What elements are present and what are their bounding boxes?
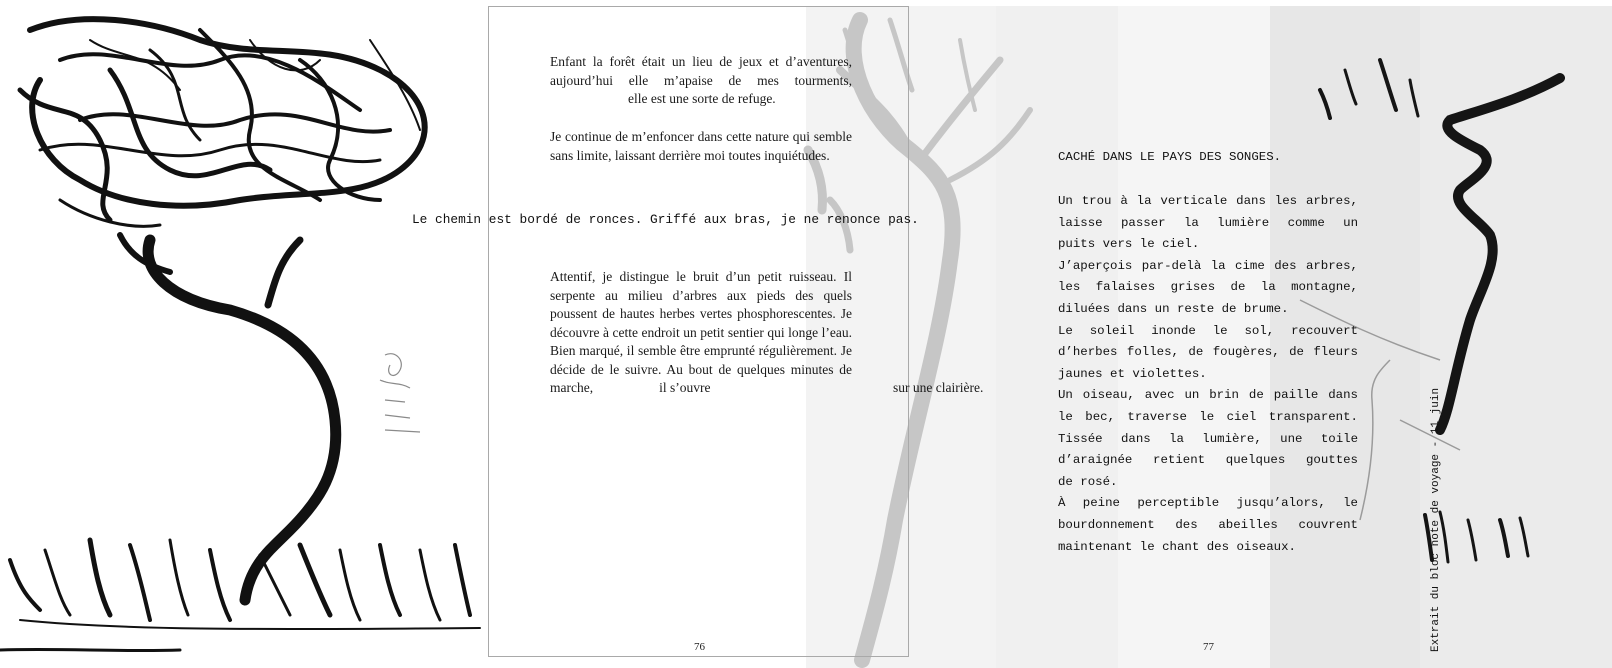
paragraph-3-tail: sur une clairière. xyxy=(893,380,984,395)
poem-line: laisse passer la lumière comme un xyxy=(1058,215,1358,230)
page-number-left: 76 xyxy=(694,641,705,653)
poem-line: de rosé. xyxy=(1058,474,1118,489)
paragraph-1 xyxy=(550,53,852,109)
poem-line: le bec, traverse le ciel transparent. xyxy=(1058,409,1358,424)
paragraph-2: Je continue de m’enfoncer dans cette nature qui semble sans limite, laissant derrière moi toutes inquiétudes. xyxy=(550,129,852,163)
poem-line: Un trou à la verticale dans les arbres, xyxy=(1058,194,1358,208)
typewriter-line: Le chemin est bordé de ronces. Griffé aux bras, je ne renonce pas. xyxy=(412,212,919,227)
paragraph-1-text: Enfant la forêt était un lieu de jeux et d’aventures, aujourd’hui elle m’apaise de mes tourments, xyxy=(550,54,852,88)
paragraph-3 xyxy=(550,268,852,398)
poem-line: jaunes et violettes. xyxy=(1058,366,1207,381)
poem-line: puits vers le ciel. xyxy=(1058,237,1200,252)
poem-line: J’aperçois par-delà la cime des arbres, xyxy=(1058,258,1358,273)
poem-line: les falaises grises de la montagne, xyxy=(1058,280,1358,295)
poem-line: Tissée dans la lumière, une toile xyxy=(1058,431,1358,446)
paragraph-3-text: Attentif, je distingue le bruit d’un petit ruisseau. Il serpente au milieu d’arbres aux pieds des quels poussent de hautes herbes vertes phosphorescentes. Je découvre à cette endroit un petit sentier qui longe l’eau. Bien marqué, il semble être emprunté régulièrement. Je décide de le suivre. Au bout de quelques minutes de marche, xyxy=(550,269,852,395)
vertical-caption: Extrait du bloc note de voyage - 11 juin xyxy=(1430,387,1442,652)
poem-line: Un oiseau, avec un brin de paille dans xyxy=(1058,388,1358,403)
poem-line: diluées dans un reste de brume. xyxy=(1058,301,1289,316)
poem-line: d’araignée retient quelques gouttes xyxy=(1058,453,1358,468)
poem-body xyxy=(1058,191,1358,558)
poem-line: d’herbes folles, de fougères, de fleurs xyxy=(1058,345,1358,360)
ink-tree-illustration xyxy=(0,0,500,668)
poem-line: bourdonnement des abeilles couvrent xyxy=(1058,517,1358,532)
poem-line: À peine perceptible jusqu’alors, le xyxy=(1058,496,1358,511)
poem-line: maintenant le chant des oiseaux. xyxy=(1058,539,1296,554)
section-title: CACHÉ DANS LE PAYS DES SONGES. xyxy=(1058,150,1282,164)
page-number-right: 77 xyxy=(1203,641,1214,653)
poem-line: Le soleil inonde le sol, recouvert xyxy=(1058,323,1358,338)
paragraph-1-text-b: elle est une sorte de refuge. xyxy=(628,91,776,106)
paragraph-3-text-b: il s’ouvre xyxy=(659,380,711,395)
